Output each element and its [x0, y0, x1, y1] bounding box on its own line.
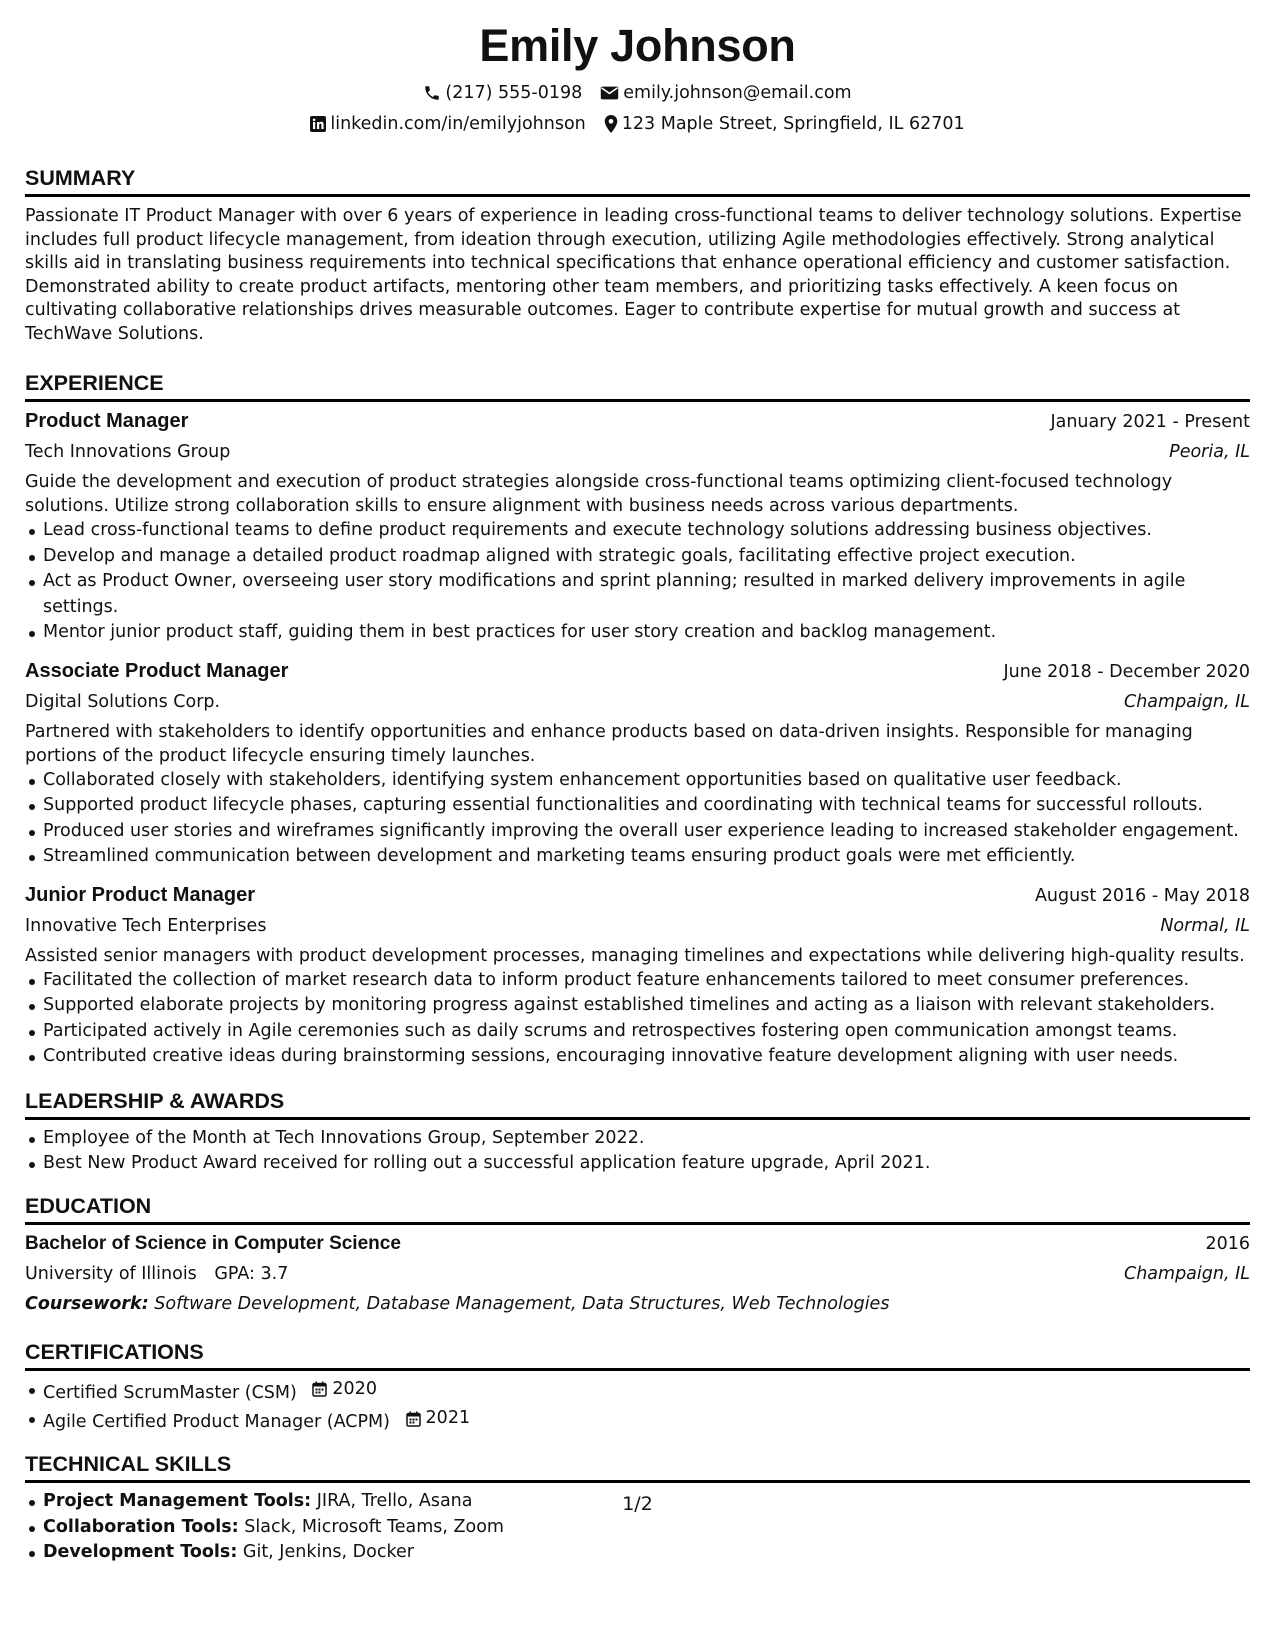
certification-year: 2021 [425, 1407, 471, 1428]
summary-heading: SUMMARY [25, 165, 1250, 197]
job-company: Innovative Tech Enterprises [25, 915, 267, 936]
job-location: Peoria, IL [1169, 442, 1250, 462]
job-entry [25, 880, 1250, 1070]
skills-heading: TECHNICAL SKILLS [25, 1451, 1250, 1483]
linkedin-link[interactable]: linkedin.com/in/emilyjohnson [330, 114, 586, 134]
address-text: 123 Maple Street, Springfield, IL 62701 [621, 114, 965, 134]
list-item: Participated actively in Agile ceremonies such as daily scrums and retrospectives fostering open communication amongst teams. [43, 1019, 1250, 1045]
certifications-list [25, 1377, 1250, 1436]
job-location: Champaign, IL [1123, 691, 1250, 712]
job-entry [25, 656, 1250, 870]
certification-year: 2020 [332, 1378, 377, 1399]
summary-text: Passionate IT Product Manager with over 6 years of experience in leading cross-functional teams to deliver technology solutions. Expertise includes full product lifecycle management, from ideation through execution, utilizing Agile methodologies effectively. Strong analytical skills aid in translating business requirements into technical specifications that enhance operational efficiency and customer satisfaction. Demonstrated ability to create product artifacts, mentoring other team members, and prioritizing tasks effectively. A keen focus on cultivating collaborative relationships drives measurable outcomes. Eager to contribute expertise for mutual growth and success at TechWave Solutions. [25, 206, 1242, 344]
job-dates: August 2016 - May 2018 [1034, 885, 1250, 906]
linkedin-icon [310, 116, 326, 132]
experience-heading: EXPERIENCE [25, 370, 1250, 402]
leadership-section [25, 1088, 1250, 1177]
list-item: Facilitated the collection of market research data to inform product feature enhancements tailored to meet consumer preferences. [43, 968, 1250, 994]
experience-section [25, 370, 1250, 1070]
list-item: Best New Product Award received for rolling out a successful application feature upgrade, April 2021. [43, 1151, 1250, 1177]
job-bullets [25, 518, 1250, 646]
email-link[interactable]: emily.johnson@email.com [623, 83, 852, 103]
calendar-icon [406, 1411, 421, 1427]
page-number: 1/2 [622, 1493, 653, 1515]
list-item: Supported product lifecycle phases, capturing essential functionalities and coordinating with technical teams for successful rollouts. [43, 793, 1250, 819]
job-company: Tech Innovations Group [25, 442, 231, 462]
list-item [43, 1377, 1250, 1406]
graduation-year: 2016 [1205, 1233, 1250, 1254]
coursework-line [25, 1289, 1250, 1319]
school-location: Champaign, IL [1123, 1263, 1250, 1284]
list-item: Act as Product Owner, overseeing user story modifications and sprint planning; resulted in marked delivery improvements in agile settings. [43, 569, 1250, 620]
coursework-text: Software Development, Database Management, Data Structures, Web Technologies [154, 1293, 890, 1314]
leadership-heading: LEADERSHIP & AWARDS [25, 1088, 1250, 1120]
job-description: Assisted senior managers with product development processes, managing timelines and expectations while delivering high-quality results. [25, 945, 1245, 966]
list-item [43, 1540, 1250, 1566]
skill-label: Project Management Tools: [43, 1491, 312, 1511]
job-bullets [25, 768, 1250, 870]
certifications-section [25, 1339, 1250, 1436]
job-description: Guide the development and execution of product strategies alongside cross-functional teams optimizing client-focused technology solutions. Utilize strong collaboration skills to ensure alignment with business needs across various departments. [25, 472, 1173, 516]
job-title: Product Manager [25, 410, 189, 432]
awards-list [25, 1126, 1250, 1177]
job-title: Junior Product Manager [25, 883, 256, 906]
certifications-heading: CERTIFICATIONS [25, 1339, 1250, 1371]
list-item: Collaborated closely with stakeholders, identifying system enhancement opportunities based on qualitative user feedback. [43, 768, 1250, 794]
gpa-text: GPA: 3.7 [214, 1263, 289, 1284]
job-description: Partnered with stakeholders to identify opportunities and enhance products based on data-driven insights. Responsible for managing portions of the product lifecycle ensuring timely launches. [25, 721, 1193, 766]
school-name: University of Illinois [25, 1263, 197, 1284]
list-item: Employee of the Month at Tech Innovations Group, September 2022. [43, 1126, 1250, 1152]
list-item: Develop and manage a detailed product roadmap aligned with strategic goals, facilitating effective project execution. [43, 544, 1250, 570]
contact-line-2 [25, 113, 1250, 135]
job-dates: June 2018 - December 2020 [1003, 661, 1250, 682]
skill-value: Git, Jenkins, Docker [242, 1542, 414, 1562]
job-title: Associate Product Manager [25, 659, 289, 682]
coursework-label: Coursework: [25, 1293, 149, 1314]
list-item [43, 1406, 1250, 1435]
education-section [25, 1193, 1250, 1319]
job-location: Normal, IL [1160, 915, 1250, 936]
job-entry [25, 406, 1250, 646]
education-heading: EDUCATION [25, 1193, 1250, 1225]
skill-label: Collaboration Tools: [43, 1516, 239, 1537]
contact-phone [423, 82, 582, 104]
map-pin-icon [604, 115, 618, 133]
skill-label: Development Tools: [43, 1542, 238, 1562]
list-item [43, 1515, 1250, 1541]
contact-line-1 [25, 82, 1250, 104]
phone-text[interactable]: (217) 555-0198 [445, 83, 583, 103]
skill-value: Slack, Microsoft Teams, Zoom [244, 1516, 504, 1537]
contact-address [604, 113, 965, 135]
job-bullets [25, 968, 1250, 1070]
job-dates: January 2021 - Present [1050, 412, 1250, 432]
list-item: Supported elaborate projects by monitoring progress against established timelines and acting as a liaison with relevant stakeholders. [43, 993, 1250, 1019]
summary-section [25, 165, 1250, 346]
calendar-icon [312, 1381, 327, 1397]
job-company: Digital Solutions Corp. [25, 691, 221, 712]
certification-name: Agile Certified Product Manager (ACPM) [43, 1411, 390, 1432]
list-item: Contributed creative ideas during brainstorming sessions, encouraging innovative feature development aligning with user needs. [43, 1044, 1250, 1070]
contact-email [600, 82, 851, 104]
list-item: Lead cross-functional teams to define product requirements and execute technology solutions addressing business objectives. [43, 518, 1250, 544]
envelope-icon [600, 85, 619, 101]
skill-value: JIRA, Trello, Asana [316, 1491, 473, 1511]
candidate-name: Emily Johnson [479, 20, 796, 71]
phone-icon [423, 84, 441, 102]
list-item: Streamlined communication between development and marketing teams ensuring product goals were met efficiently. [43, 844, 1250, 870]
list-item: Produced user stories and wireframes significantly improving the overall user experience leading to increased stakeholder engagement. [43, 819, 1250, 845]
degree-title: Bachelor of Science in Computer Science [25, 1232, 401, 1254]
contact-linkedin [310, 113, 585, 135]
certification-name: Certified ScrumMaster (CSM) [43, 1382, 297, 1403]
list-item: Mentor junior product staff, guiding them in best practices for user story creation and backlog management. [43, 620, 1250, 646]
